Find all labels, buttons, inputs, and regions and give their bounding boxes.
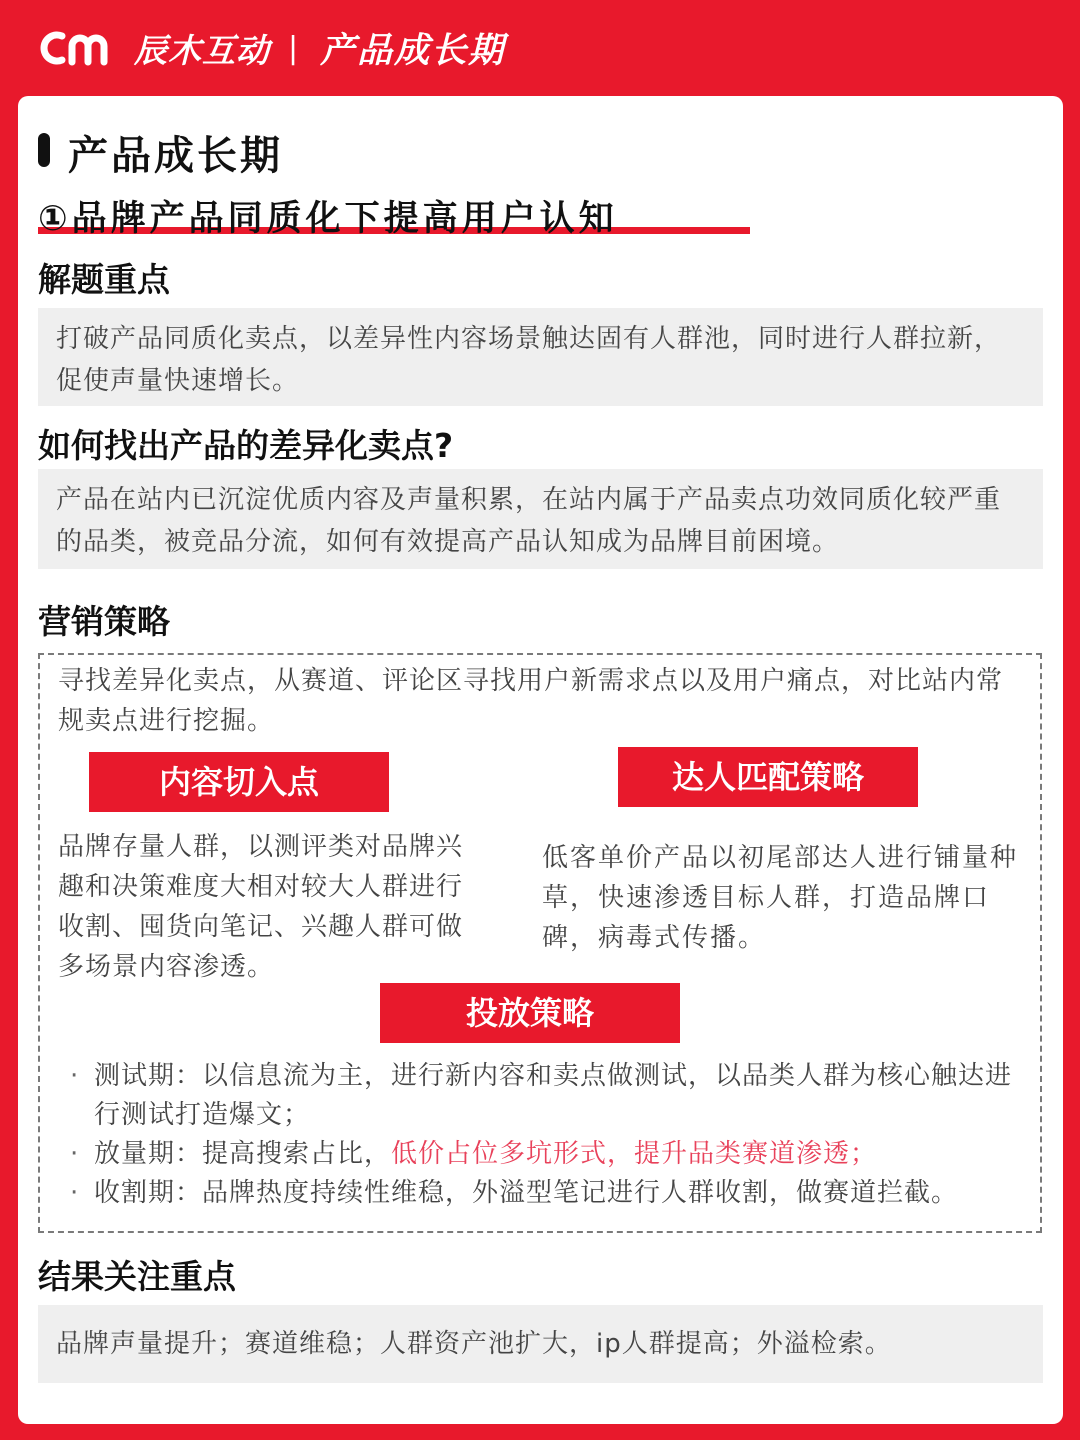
content-entry-text: 品牌存量人群，以测评类对品牌兴趣和决策难度大相对较大人群进行收割、囤货向笔记、兴趣人群可做多场景内容渗透。 [58,832,464,982]
key-points-body: 打破产品同质化卖点，以差异性内容场景触达固有人群池，同时进行人群拉新，促使声量快速增长。 [38,308,1043,406]
page-title: 产品成长期 [68,133,283,179]
list-item: · 放量期：提高搜索占比，低价占位多坑形式，提升品类赛道渗透； [70,1139,878,1169]
header-bar [0,0,1080,96]
kol-strategy-text: 低客单价产品以初尾部达人进行铺量种草，快速渗透目标人群，打造品牌口碑，病毒式传播。 [542,843,1019,953]
key-points-heading: 解题重点 [38,260,170,299]
header-separator: | [288,30,299,66]
delivery-strategy-label: 投放策略 [380,983,680,1043]
list-item: · 收割期：品牌热度持续性维稳，外溢型笔记进行人群收割，做赛道拦截。 [70,1178,959,1208]
title-bar-marker [38,133,50,167]
results-body: 品牌声量提升；赛道维稳；人群资产池扩大，ip人群提高；外溢检索。 [38,1305,1043,1383]
content-entry-label: 内容切入点 [89,752,389,812]
highlight-text: 低价占位多坑形式，提升品类赛道渗透； [391,1139,878,1169]
delivery-bullets [70,1057,1030,1213]
brand-name: 辰木互动 [134,30,270,70]
how-to-body: 产品在站内已沉淀优质内容及声量积累，在站内属于产品卖点功效同质化较严重的品类，被竞品分流，如何有效提高产品认知成为品牌目前困境。 [38,469,1043,569]
strategy-box [38,653,1042,1233]
kol-strategy-label: 达人匹配策略 [618,747,918,807]
brand-logo-icon [40,28,126,68]
strategy-heading: 营销策略 [38,602,170,641]
header-title: 产品成长期 [320,31,506,71]
how-to-heading: 如何找出产品的差异化卖点? [38,426,454,465]
results-heading: 结果关注重点 [38,1257,236,1296]
page-subtitle: ①品牌产品同质化下提高用户认知 [38,199,618,239]
list-item: · 测试期：以信息流为主，进行新内容和卖点做测试，以品类人群为核心触达进行测试打造爆文； [70,1061,1013,1130]
content-card [18,96,1063,1424]
strategy-intro: 寻找差异化卖点，从赛道、评论区寻找用户新需求点以及用户痛点，对比站内常规卖点进行挖掘。 [58,666,1004,736]
